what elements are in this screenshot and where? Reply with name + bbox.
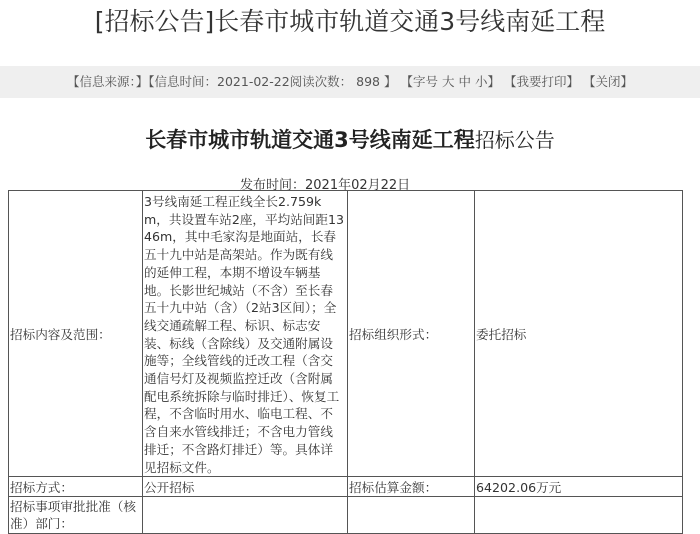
tender-info-table xyxy=(8,190,683,534)
publish-time: 发布时间：2021年02月22日 xyxy=(240,178,411,193)
org-form-label: 招标组织形式： xyxy=(348,191,475,477)
font-medium-link[interactable]: 中 xyxy=(458,74,471,89)
article-title-suffix: 招标公告 xyxy=(474,128,555,152)
empty-cell xyxy=(475,497,683,534)
close-link[interactable]: 【关闭】 xyxy=(582,74,633,89)
article-title xyxy=(0,124,700,154)
scope-text: 3号线南延工程正线全长2.759km，共设置车站2座，平均站间距1346m，其中毛家沟是地面站，长春五十九中站是高架站。作为既有线的延伸工程，本期不增设车辆基地。长影世纪城站（不含）至长春五十九中站（含）（2站3区间）；全线交通疏解工程、标识、标志安装、标线（含除线）及交通附属设施等；全线管线的迁改工程（含交通信号灯及视频监控迁改（含附属配电系统拆除与临时排迁）、恢复工程，不含临时用水、临电工程、不含自来水管线排迁；不含电力管线排迁；不含路灯排迁）等。具体详见招标文件。 xyxy=(143,191,348,477)
info-bar xyxy=(0,66,700,98)
table-row xyxy=(9,477,683,497)
budget-label: 招标估算金额： xyxy=(348,477,475,497)
font-large-link[interactable]: 大 xyxy=(441,74,455,89)
method-label: 招标方式： xyxy=(9,477,143,497)
info-time-views: 【信息时间：2021-02-22阅读次数： 898 】 xyxy=(148,74,397,89)
article-title-main: 长春市城市轨道交通3号线南延工程 xyxy=(145,128,475,152)
font-size-label: 【字号 xyxy=(400,74,438,89)
table-row xyxy=(9,191,683,477)
page-title: [招标公告]长春市城市轨道交通3号线南延工程 xyxy=(94,7,606,36)
table-row xyxy=(9,497,683,534)
print-link[interactable]: 【我要打印】 xyxy=(503,74,579,89)
font-small-link[interactable]: 小】 xyxy=(474,74,500,89)
approval-value xyxy=(143,497,348,534)
scope-label: 招标内容及范围： xyxy=(9,191,143,477)
method-value: 公开招标 xyxy=(143,477,348,497)
empty-cell xyxy=(348,497,475,534)
info-source: 【信息来源：】 xyxy=(67,74,149,89)
budget-value: 64202.06万元 xyxy=(475,477,683,497)
approval-label: 招标事项审批批准（核准）部门： xyxy=(9,497,143,534)
org-form-value: 委托招标 xyxy=(475,191,683,477)
